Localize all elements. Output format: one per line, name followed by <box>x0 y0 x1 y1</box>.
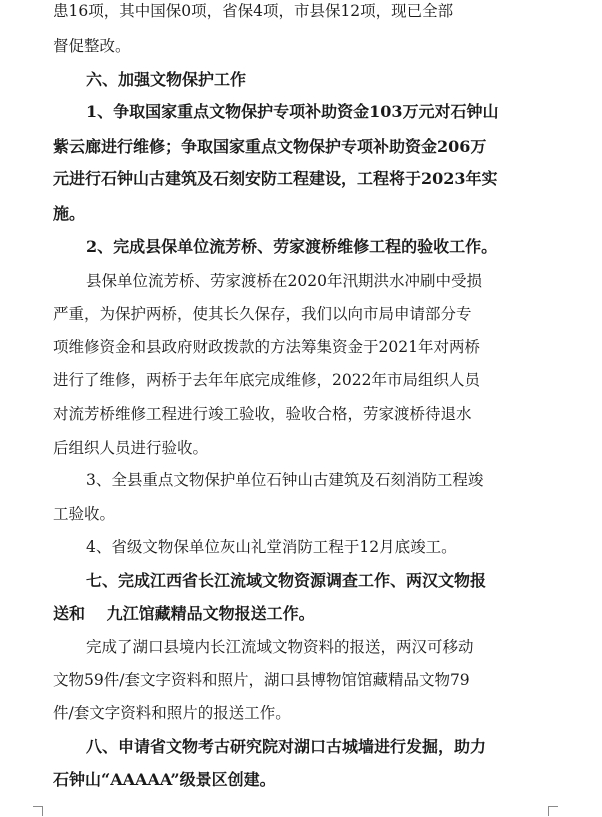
section-heading-8: 八、申请省文物考古研究院对湖口古城墙进行发掘，助力 <box>86 737 487 756</box>
section-heading-7: 七、完成江西省长江流域文物资源调查工作、两汉文物报 <box>86 571 487 590</box>
subheading-line: 紫云廊进行维修；争取国家重点文物保护专项补助资金206万 <box>53 137 487 156</box>
paragraph-line: 完成了湖口县境内长江流域文物资料的报送，两汉可移动 <box>86 638 474 656</box>
paragraph-line: 患16项，其中国保0项，省保4项，市县保12项，现已全部 <box>53 2 454 20</box>
section-heading-7: 送和 九江馆藏精品文物报送工作。 <box>53 604 315 623</box>
paragraph-line: 督促整改。 <box>53 37 131 55</box>
subheading-line: 元进行石钟山古建筑及石刻安防工程建设，工程将于2023年实 <box>53 169 498 188</box>
paragraph-line: 县保单位流芳桥、劳家渡桥在2020年汛期洪水冲刷中受损 <box>86 272 482 290</box>
paragraph-line: 4、省级文物保单位灰山礼堂消防工程于12月底竣工。 <box>86 538 457 556</box>
section-heading-8: 石钟山“AAAAA”级景区创建。 <box>53 770 276 789</box>
paragraph-line: 后组织人员进行验收。 <box>53 439 209 457</box>
paragraph-line: 件/套文字资料和照片的报送工作。 <box>53 704 291 722</box>
paragraph-line: 严重，为保护两桥，使其长久保存，我们以向市局申请部分专 <box>53 305 472 323</box>
section-heading-6: 六、加强文物保护工作 <box>86 70 247 89</box>
paragraph-line: 对流芳桥维修工程进行竣工验收，验收合格，劳家渡桥待退水 <box>53 405 472 423</box>
subheading-line: 施。 <box>53 204 86 223</box>
subheading-line: 1、争取国家重点文物保护专项补助资金103万元对石钟山 <box>86 102 499 121</box>
paragraph-line: 工验收。 <box>53 505 116 523</box>
paragraph-line: 项维修资金和县政府财政拨款的方法筹集资金于2021年对两桥 <box>53 338 480 356</box>
paragraph-line: 3、全县重点文物保护单位石钟山古建筑及石刻消防工程竣 <box>86 471 484 489</box>
paragraph-line: 文物59件/套文字资料和照片，湖口县博物馆馆藏精品文物79 <box>53 671 470 689</box>
subheading-line: 2、完成县保单位流芳桥、劳家渡桥维修工程的验收工作。 <box>86 237 498 256</box>
paragraph-line: 进行了维修，两桥于去年年底完成维修，2022年市局组织人员 <box>53 371 480 389</box>
